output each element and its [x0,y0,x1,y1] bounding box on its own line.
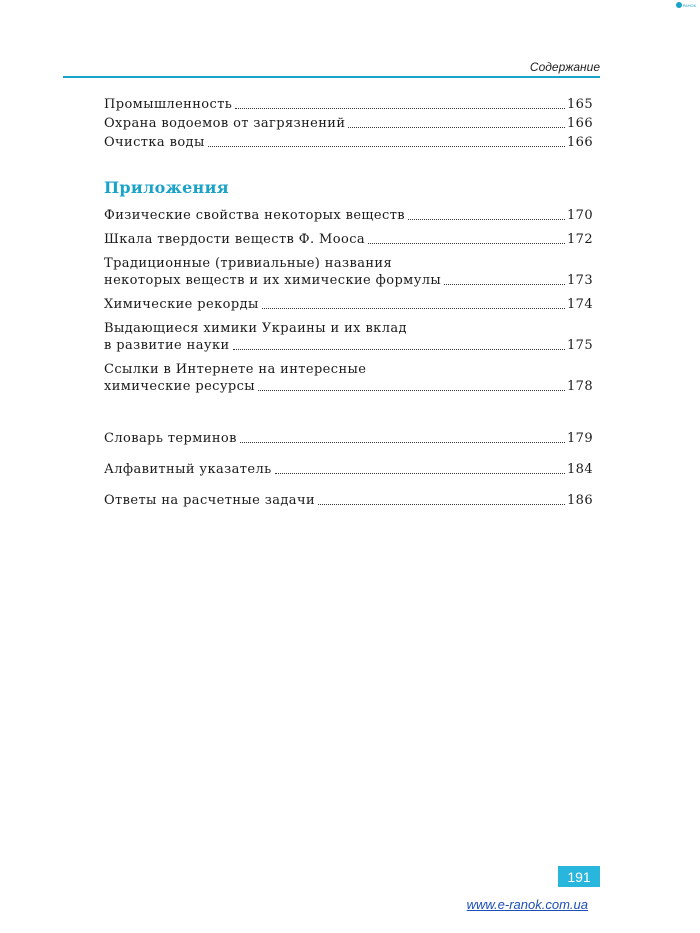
publisher-logo [676,2,696,8]
toc-entry[interactable] [104,361,593,395]
website-link[interactable]: www.e-ranok.com.ua [466,897,588,912]
toc-entry-title: Ответы на расчетные задачи [104,493,316,508]
toc-entry-line [104,320,593,337]
toc-leader-dots [444,284,565,285]
toc-entry-line [104,378,593,395]
toc-entry-title: Охрана водоемов от загрязнений [104,116,346,131]
toc-entry-title: Алфавитный указатель [104,462,272,477]
toc-entry-page: 166 [566,135,593,150]
toc-entry[interactable] [104,320,593,354]
toc-entry-page: 174 [566,297,593,312]
toc-leader-dots [233,349,565,350]
toc-entry-title: Словарь терминов [104,431,237,446]
toc-entry[interactable] [104,115,593,132]
toc-entry-title: Физические свойства некоторых веществ [104,208,406,223]
toc-entry-page: 184 [566,462,593,477]
toc-group-1 [104,96,593,151]
toc-entry-title-cont: в развитие науки [104,338,230,353]
publisher-logo-icon [676,2,682,8]
toc-leader-dots [240,442,565,443]
toc-leader-dots [235,108,565,109]
toc-entry[interactable] [104,231,593,248]
toc-entry-title-cont: химические ресурсы [104,379,256,394]
toc-leader-dots [258,390,565,391]
toc-entry-page: 178 [566,379,593,394]
toc-entry-title: Очистка воды [104,135,205,150]
toc-entry[interactable] [104,96,593,113]
toc-entry-page: 165 [566,97,593,112]
appendix-heading: Приложения [104,178,229,197]
toc-entry-title-cont: некоторых веществ и их химические формулы [104,273,442,288]
toc-entry-title: Традиционные (тривиальные) названия [104,256,393,271]
toc-entry[interactable] [104,461,593,478]
toc-entry[interactable] [104,255,593,289]
toc-entry-line [104,361,593,378]
toc-leader-dots [208,146,565,147]
toc-entry[interactable] [104,296,593,313]
toc-entry-line [104,255,593,272]
toc-appendix [104,207,593,395]
toc-entry-page: 175 [566,338,593,353]
toc-entry[interactable] [104,134,593,151]
toc-leader-dots [408,219,565,220]
toc-entry-page: 179 [566,431,593,446]
toc-entry[interactable] [104,207,593,224]
toc-entry-title: Промышленность [104,97,233,112]
toc-leader-dots [262,308,565,309]
publisher-logo-text: РАНОК [682,2,696,8]
toc-entry-page: 172 [566,232,593,247]
section-label: Содержание [529,60,600,74]
toc-entry-title: Химические рекорды [104,297,259,312]
toc-leader-dots [275,473,565,474]
toc-entry-title: Шкала твердости веществ Ф. Мооса [104,232,366,247]
toc-entry-page: 166 [566,116,593,131]
toc-entry-line [104,337,593,354]
toc-leader-dots [368,243,565,244]
toc-entry-page: 186 [566,493,593,508]
toc-entry-title: Ссылки в Интернете на интересные [104,362,367,377]
toc-entry-page: 173 [566,273,593,288]
toc-leader-dots [348,127,565,128]
toc-entry[interactable] [104,492,593,509]
header-rule [63,76,600,78]
toc-back-matter [104,430,593,509]
toc-entry-title: Выдающиеся химики Украины и их вклад [104,321,407,336]
page-number: 191 [558,866,600,887]
toc-leader-dots [318,504,565,505]
toc-entry-line [104,272,593,289]
toc-entry[interactable] [104,430,593,447]
toc-entry-page: 170 [566,208,593,223]
